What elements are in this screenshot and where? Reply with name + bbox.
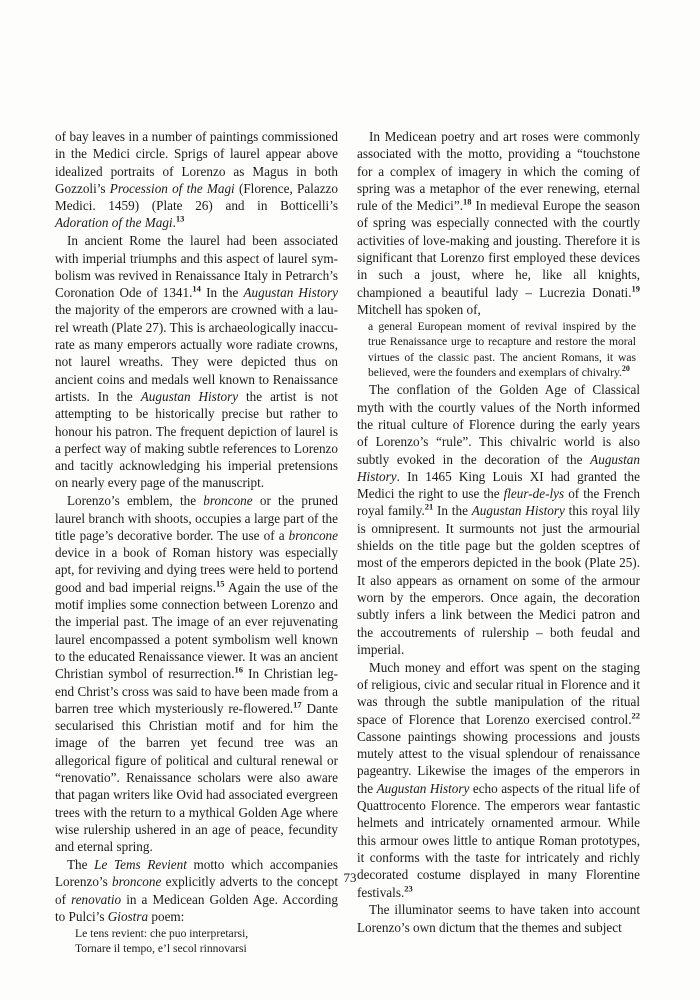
paragraph: In ancient Rome the laurel had been associated with imperial triumphs and this aspect of laurel symbolism was revived in Renaissance Italy in Petrarch’s Coronation Ode of 1341.14 In the Augustan History the majority of the emperors are crowned with a laurel wreath (Plate 27). This is archaeologically inaccurate as many emperors actually wore radiate crowns, not laurel wreaths. They were depicted thus on ancient coins and medals well known to Renaissance artists. In the Augustan History the artist is not attempting to be historically precise but rather to honour his patron. The frequent depiction of laurel is a perfect way of making subtle references to Lorenzo and tacitly acknowledging his imperial pretensions on nearly every page of the manuscript. (55, 233, 338, 491)
italic-title: fleur-de-lys (503, 486, 565, 502)
italic-title: Giostra (107, 908, 149, 924)
italic-title: Augustan History (140, 388, 239, 404)
page-number: 73 (343, 870, 357, 885)
italic-title: broncone (288, 527, 338, 543)
footnote-marker: 13 (175, 214, 185, 225)
paragraph: The illuminator seems to have taken into account Lorenzo’s own dictum that the themes and subject (357, 902, 640, 935)
italic-title: Adoration of the Magi (55, 215, 173, 231)
italic-title: broncone (203, 493, 253, 509)
paragraph: of bay leaves in a number of paintings commissioned in the Medici circle. Sprigs of laurel appear above idealized portraits of Lorenzo as Magus in both Gozzoli’s Procession of the Magi (Florence, Palazzo Medici. 1459) (Plate 26) and in Botticelli’s Adoration of the Magi.$^{13}$ (55, 129, 338, 231)
verse-line: Le tens revient: che puo interpretarsi, (75, 926, 249, 940)
paragraph: The Le Tems Revient motto which accompanies Lorenzo’s broncone explicitly adverts to the concept of renovatio in a Medicean Golden Age. According to Pulci’s Giostra poem: (55, 856, 338, 924)
footnote-marker: 16 (234, 664, 244, 675)
italic-title: Procession of the Magi (109, 180, 235, 196)
footnote-marker: 19 (631, 283, 640, 294)
paragraph: The conflation of the Golden Age of Classical myth with the courtly values of the North informed the ritual culture of Florence during the early years of Lorenzo’s “rule”. This chivalric world is also subtly evoked in the decoration of the Augustan History. In 1465 King Louis XI had granted the Medici the right to use the fleur-de-lys of the French royal family.$^{21}$ In the Augustan History this royal lily is omnipresent. It surmounts not just the armourial shields on the title page but the golden sceptres of most of the emperors depicted in the book (Plate 25). It also appears as ornament on some of the armour worn by the emperors. Once again, the decoration subtly infers a link between the Medici patron and the accoutrements of rulership – both feudal and imperial. (357, 382, 640, 657)
footnote-marker: 23 (404, 883, 413, 894)
verse-line: Tornare il tempo, e’l secol rinnovarsi (75, 942, 247, 956)
right-column (357, 128, 640, 936)
footnote-marker: 21 (424, 502, 434, 513)
italic-title: Augustan History (471, 503, 565, 519)
verse-quotation (75, 926, 338, 957)
paragraph: In Medicean poetry and art roses were commonly associated with the motto, providing a “touchstone for a complex of imagery in which the coming of spring was a metaphor of the ever renewing, eternal rule of the Medici”.$^{18}$ In medieval Europe the season of spring was especially connected with the courtly activities of love-making and jousting. Therefore it is significant that Lorenzo first employed these devices in such a joust, where he, like all knights, championed a beautiful lady – Lucrezia Donati.$^{19}$ Mitchell has spoken of, (357, 129, 640, 317)
footnote-marker: 22 (631, 710, 640, 721)
italic-title: Augustan History (357, 451, 640, 484)
footnote-marker: 15 (215, 578, 225, 589)
italic-title: renovatio (71, 891, 122, 907)
footnote-marker: 20 (621, 364, 630, 374)
paragraph: Much money and effort was spent on the staging of religious, civic and secular ritual in Florence and it was through the subtle manipulation of the ritual space of Florence that Lorenzo exercised control.$^{22}$ Cassone paintings showing processions and jousts mutely attest to the visual splendour of renaissance pageantry. Likewise the images of the emperors in the Augustan History echo aspects of the ritual life of Quattrocento Florence. The emperors wear fantastic helmets and intricately ornamented armour. While this armour owes little to antique Roman prototypes, it conforms with the taste for intricately and richly decorated costume displayed in many Florentine festivals.$^{23}$ (357, 659, 640, 900)
italic-title: Augustan History (243, 285, 338, 301)
block-quotation: a general European moment of revival inspired by the true Renaissance urge to recapture and restore the moral virtues of the classic past. The ancient Romans, it was believed, were the founders and exemplars of chivalry.$^{20}$ (368, 319, 636, 379)
left-column (55, 128, 338, 957)
footnote-marker: 18 (463, 196, 472, 207)
italic-title: broncone (112, 874, 162, 890)
italic-title: Le Tems Revient (94, 856, 187, 872)
footnote-marker: 14 (192, 283, 201, 294)
footnote-marker: 17 (293, 699, 302, 710)
italic-title: Augustan History (376, 780, 470, 796)
paragraph: Lorenzo’s emblem, the broncone or the pruned laurel branch with shoots, occupies a large part of the title page’s decorative border. The use of a broncone device in a book of Roman history was especially apt, for reviving and dying trees were held to portend good and bad imperial reigns.$^{15}$ Again the use of the motif implies some connection between Lorenzo and the imperial past. The image of an ever rejuvenating laurel encompassed a potent symbolism well known to the educated Renaissance viewer. It was an ancient Christian symbol of resurrection.$^{16}$ In Christian legend Christ’s cross was said to have been made from a barren tree which mysteriously re-flowered.$^{17}$ Dante secularised this Christian motif and for him the image of the barren yet fecund tree was an allegorical figure of political and cultural renewal or “renovatio”. Renaissance scholars were also aware that pagan writers like Ovid had associated evergreen trees with the return to a mythical Golden Age where wise rulership ushered in an age of peace, fecundity and eternal spring. (55, 493, 339, 855)
